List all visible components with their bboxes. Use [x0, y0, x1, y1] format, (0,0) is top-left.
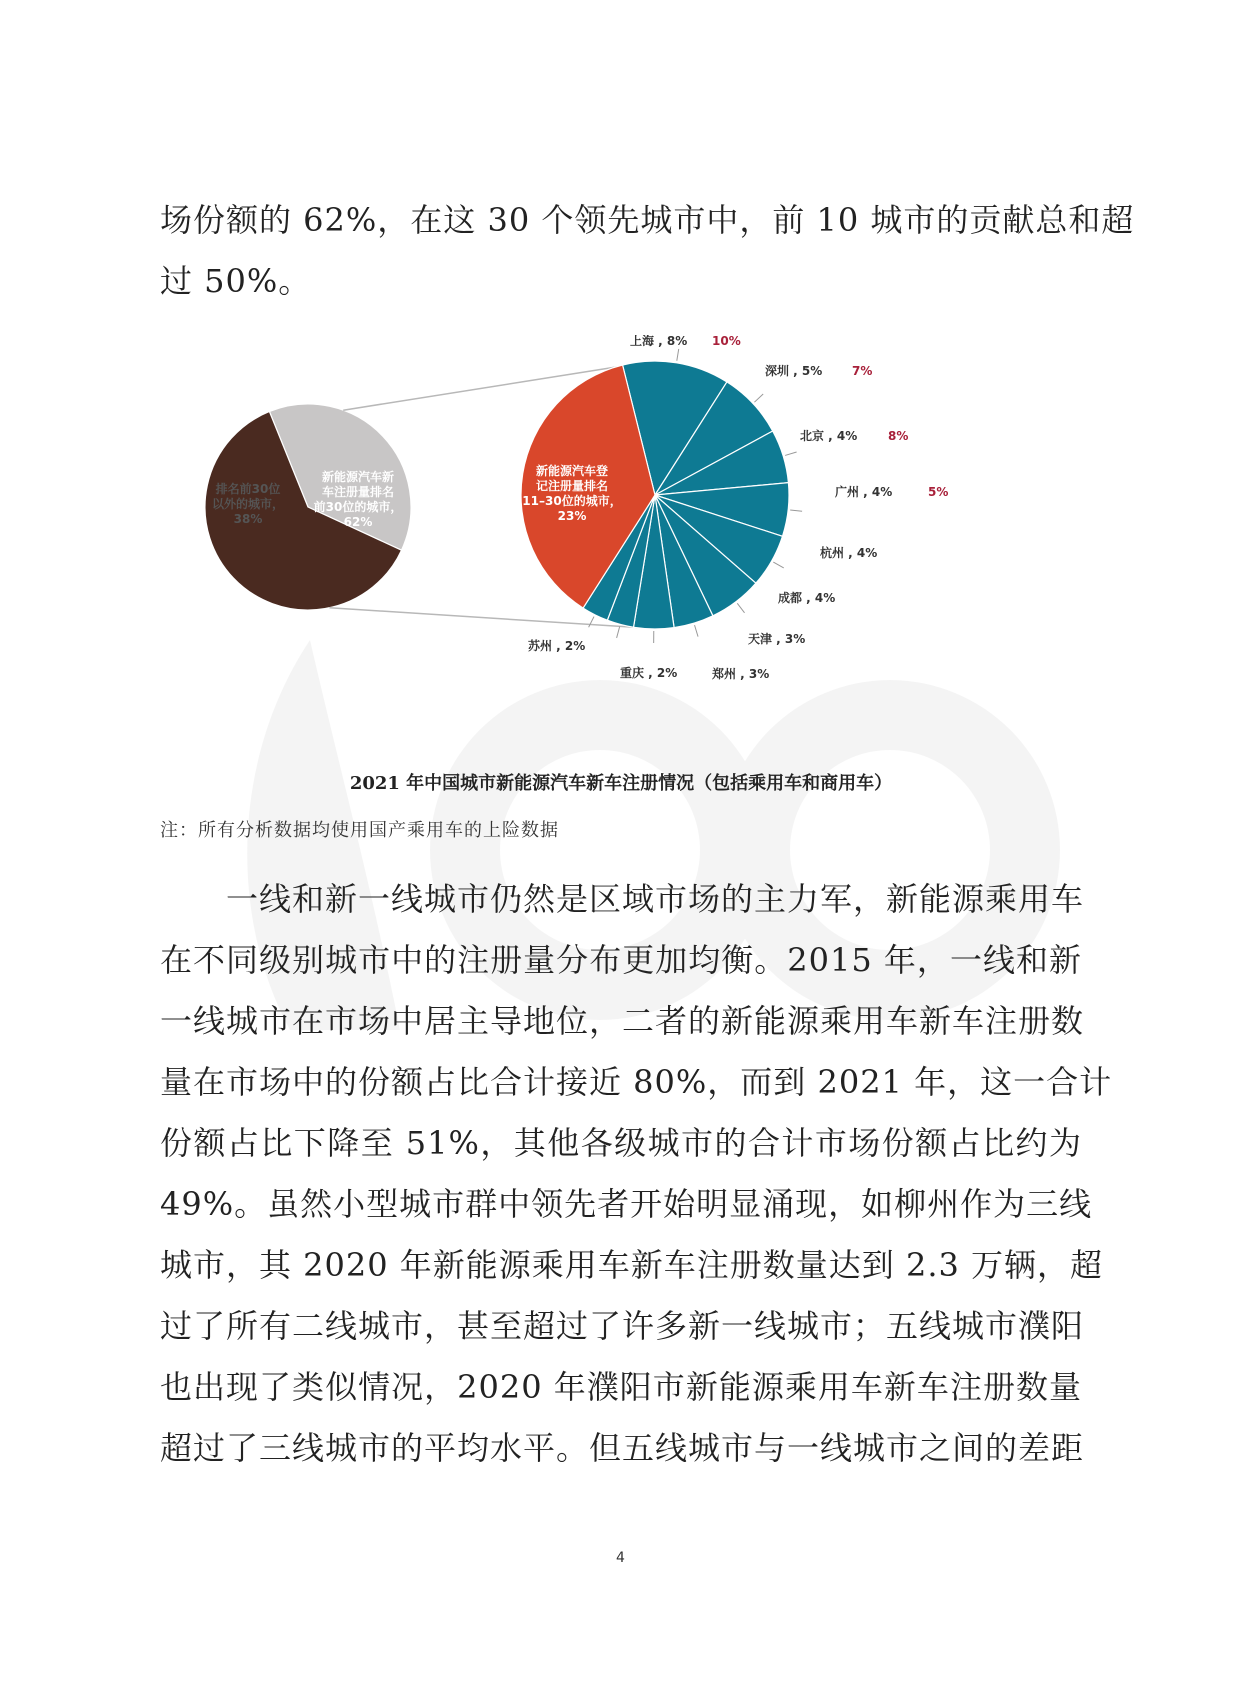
data-label-secondary: 7%: [852, 364, 873, 378]
text-line: 过 50%。: [160, 262, 312, 300]
text-line: 49%。虽然小型城市群中领先者开始明显涌现，如柳州作为三线: [160, 1185, 1093, 1223]
leader-line: [737, 603, 744, 613]
data-label-city: 广州 , 4%: [835, 485, 893, 499]
leader-line: [773, 562, 783, 568]
intro-paragraph: [160, 190, 1135, 312]
text-line: 城市，其 2020 年新能源乘用车新车注册数量达到 2.3 万辆，超: [160, 1246, 1104, 1284]
data-label-secondary: 10%: [712, 335, 741, 348]
data-label-secondary: 8%: [888, 429, 909, 443]
data-label-secondary: 5%: [928, 485, 949, 499]
data-label-city: 深圳 , 5%: [765, 364, 823, 378]
text-line: 一线和新一线城市仍然是区域市场的主力军，新能源乘用车: [226, 880, 1085, 918]
text-line: 一线城市在市场中居主导地位，二者的新能源乘用车新车注册数: [160, 1002, 1085, 1040]
data-label-city: 杭州 , 4%: [820, 546, 878, 560]
data-label-city: 成都 , 4%: [778, 591, 836, 605]
data-label-city: 上海 , 8%: [630, 335, 688, 348]
data-label-city: 郑州 , 3%: [712, 667, 770, 681]
leader-line: [677, 349, 679, 361]
text-line: 量在市场中的份额占比合计接近 80%，而到 2021 年，这一合计: [160, 1063, 1113, 1101]
page-number: 4: [616, 1550, 625, 1566]
chart-note: 注：所有分析数据均使用国产乘用车的上险数据: [160, 820, 559, 841]
data-label-city: 重庆 , 2%: [620, 666, 678, 680]
chart-caption: 2021 年中国城市新能源汽车新车注册情况（包括乘用车和商用车）: [349, 773, 893, 794]
leader-line: [785, 452, 796, 455]
data-label-rank11-30: 新能源汽车登记注册量排名 11–30位的城市， 23%: [522, 464, 622, 523]
leader-line: [754, 394, 763, 402]
data-label-city: 天津 , 3%: [748, 632, 806, 646]
text-line: 在不同级别城市中的注册量分布更加均衡。2015 年，一线和新: [160, 941, 1082, 979]
text-line: 超过了三线城市的平均水平。但五线城市与一线城市之间的差距: [160, 1429, 1085, 1467]
data-label-city: 北京 , 4%: [800, 429, 858, 443]
text-line: 份额占比下降至 51%，其他各级城市的合计市场份额占比约为: [160, 1124, 1082, 1162]
pie-of-pie-chart: [200, 335, 1100, 745]
leader-line: [617, 626, 620, 638]
data-label-others: 排名前30位以外的城市， 38%: [211, 482, 285, 526]
text-line: 也出现了类似情况，2020 年濮阳市新能源乘用车新车注册数量: [160, 1368, 1082, 1406]
body-paragraph: [160, 869, 1113, 1479]
data-label-city: 苏州 , 2%: [528, 639, 586, 653]
leader-line: [589, 617, 594, 628]
text-line: 过了所有二线城市，甚至超过了许多新一线城市；五线城市濮阳: [160, 1307, 1085, 1345]
text-line: 场份额的 62%，在这 30 个领先城市中，前 10 城市的贡献总和超: [160, 201, 1135, 239]
leader-line: [790, 510, 802, 511]
leader-line: [695, 625, 698, 636]
data-label-top30: 新能源汽车新车注册量排名前30位的城市， 62%: [313, 470, 403, 529]
